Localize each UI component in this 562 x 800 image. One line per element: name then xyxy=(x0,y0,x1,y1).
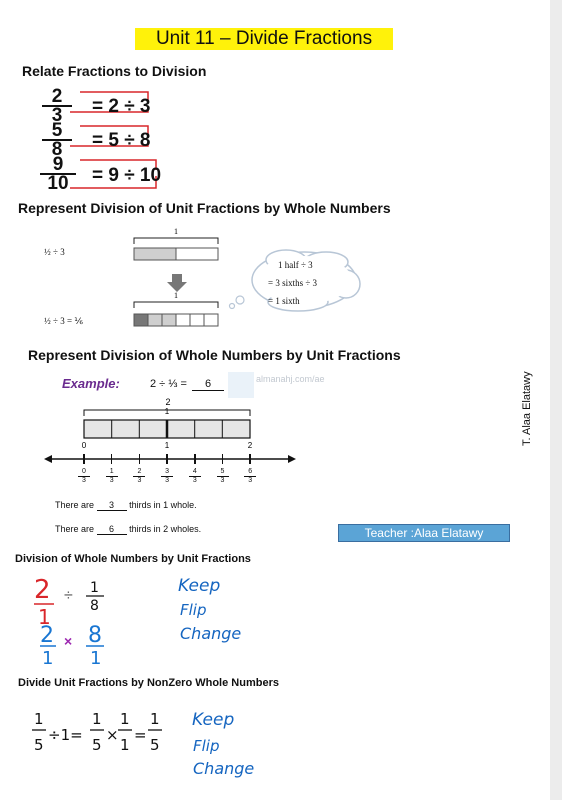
thought-line-2: = 3 sixths ÷ 3 xyxy=(268,278,318,288)
tick-mark xyxy=(166,454,168,464)
change-word-1: Change xyxy=(180,624,242,643)
svg-text:1: 1 xyxy=(120,710,130,728)
svg-text:1: 1 xyxy=(120,736,130,754)
tick-mark xyxy=(111,454,113,464)
example-label: Example: xyxy=(62,376,120,391)
keep-word-2: Keep xyxy=(192,710,235,730)
tick-label: 5 3 xyxy=(217,468,229,485)
svg-text:8: 8 xyxy=(88,623,102,648)
svg-text:1: 1 xyxy=(90,648,102,668)
tick-label: 3 3 xyxy=(161,468,173,485)
tick-mark xyxy=(139,454,141,464)
sentence-1: There are 3 thirds in 1 whole. xyxy=(55,500,197,510)
page-title: Unit 11 – Divide Fractions xyxy=(135,28,393,50)
unit-fraction-bars xyxy=(130,226,230,338)
svg-text:1: 1 xyxy=(90,580,99,596)
svg-text:5: 5 xyxy=(34,736,44,754)
tick-label: 4 3 xyxy=(189,468,201,485)
svg-text:1: 1 xyxy=(174,291,178,300)
svg-text:2: 2 xyxy=(34,575,51,605)
svg-text:2: 2 xyxy=(247,441,253,450)
tick-label: 1 3 xyxy=(106,468,118,485)
svg-text:=: = xyxy=(134,726,147,744)
unit-fraction-by-whole-math xyxy=(30,706,170,766)
section4-heading: Division of Whole Numbers by Unit Fractions xyxy=(15,553,251,565)
teacher-badge: Teacher :Alaa Elatawy xyxy=(338,524,510,542)
side-label: T. Alaa Elatawy xyxy=(521,371,533,446)
unit-fraction-expr: ½ ÷ 3 xyxy=(44,247,65,257)
watermark-text: almanahj.com/ae xyxy=(256,374,325,384)
division-expr-1: = 2 ÷ 3 xyxy=(92,96,151,117)
svg-text:5: 5 xyxy=(150,736,160,754)
svg-text:×: × xyxy=(106,726,119,744)
tick-label: 0 3 xyxy=(78,468,90,485)
example-expr: 2 ÷ ⅓ = xyxy=(150,378,187,390)
svg-text:1: 1 xyxy=(164,407,170,416)
division-expr-2: = 5 ÷ 8 xyxy=(92,130,151,151)
watermark-logo xyxy=(228,372,254,398)
example-answer: 6 xyxy=(192,378,224,391)
section2-heading: Represent Division of Unit Fractions by Whole Numbers xyxy=(18,200,391,216)
svg-text:2: 2 xyxy=(165,397,171,407)
svg-text:5: 5 xyxy=(92,736,102,754)
svg-text:1: 1 xyxy=(92,710,102,728)
change-word-2: Change xyxy=(193,759,255,778)
bar-top-label: 1 xyxy=(174,227,178,236)
tick-mark xyxy=(222,454,224,464)
svg-text:1: 1 xyxy=(34,710,44,728)
page-margin xyxy=(550,0,562,800)
svg-text:0: 0 xyxy=(81,441,87,450)
handwritten-division xyxy=(28,574,118,668)
svg-text:÷1=: ÷1= xyxy=(48,726,83,744)
tick-mark xyxy=(83,454,85,464)
svg-text:1: 1 xyxy=(42,648,54,668)
section5-heading: Divide Unit Fractions by NonZero Whole Numbers xyxy=(18,677,279,689)
svg-text:1: 1 xyxy=(164,441,170,450)
svg-text:÷: ÷ xyxy=(64,587,73,604)
thought-line-1: 1 half ÷ 3 xyxy=(278,260,313,270)
tick-label: 2 3 xyxy=(133,468,145,485)
flip-word-1: Flip xyxy=(180,601,207,619)
section1-heading: Relate Fractions to Division xyxy=(22,63,207,79)
fraction-row-2: 5 8 xyxy=(42,122,72,158)
unit-fraction-result: ½ ÷ 3 = ⅙ xyxy=(44,316,83,326)
svg-text:1: 1 xyxy=(150,710,160,728)
section3-heading: Represent Division of Whole Numbers by Unit Fractions xyxy=(28,347,401,363)
tick-mark xyxy=(194,454,196,464)
tick-label: 6 3 xyxy=(244,468,256,485)
svg-text:1: 1 xyxy=(38,605,51,629)
flip-word-2: Flip xyxy=(193,737,220,755)
keep-word-1: Keep xyxy=(178,576,221,596)
division-expr-3: = 9 ÷ 10 xyxy=(92,165,162,186)
svg-text:2: 2 xyxy=(40,623,54,648)
thought-line-3: = 1 sixth xyxy=(268,296,300,306)
sentence-2: There are 6 thirds in 2 wholes. xyxy=(55,524,202,534)
fraction-row-3: 9 10 xyxy=(40,156,76,192)
svg-text:×: × xyxy=(64,633,73,649)
fraction-row-1: 2 3 xyxy=(42,88,72,124)
svg-text:8: 8 xyxy=(90,598,99,614)
tick-mark xyxy=(249,454,251,464)
